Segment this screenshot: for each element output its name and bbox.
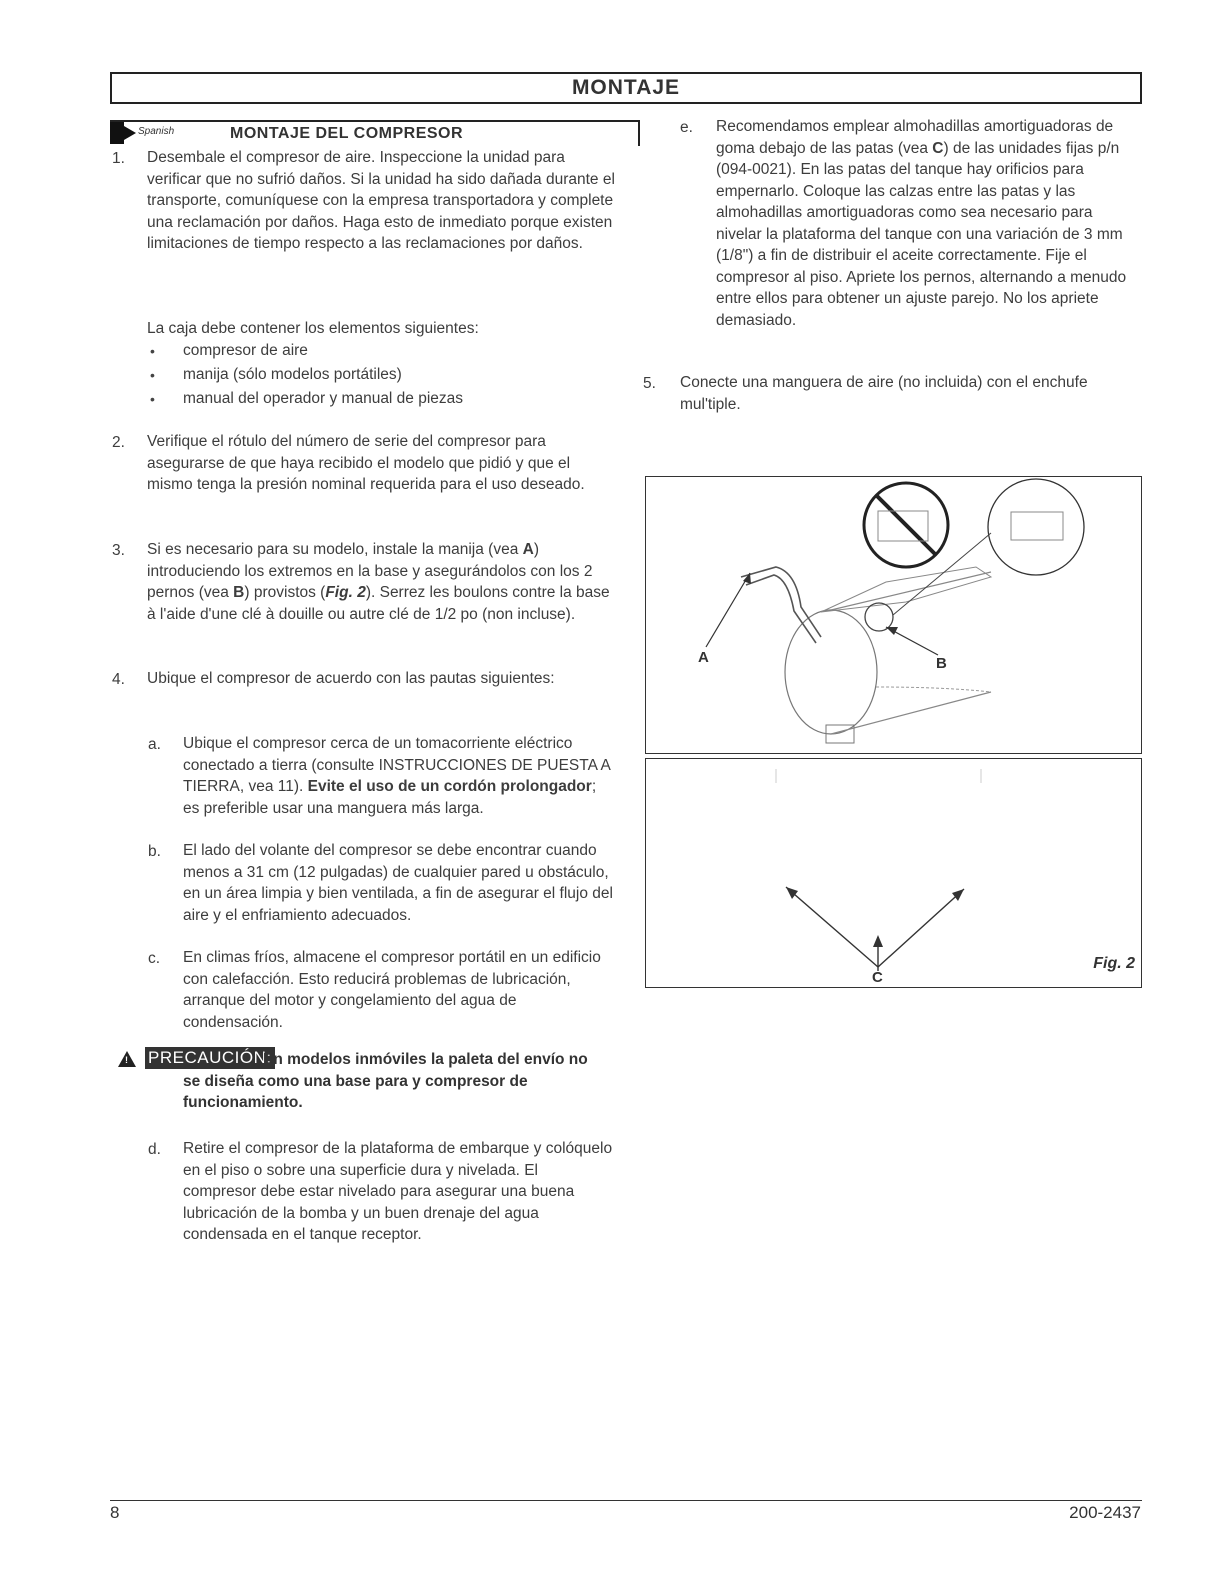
extension-cord-warning: Evite el uso de un cordón prolongador — [307, 778, 592, 795]
sub-a-text — [183, 733, 613, 819]
section-header — [110, 120, 640, 146]
bullet-icon: • — [150, 367, 155, 383]
sub-c-text: En climas fríos, almacene el compresor portátil en un edificio con calefacción. Esto reducirá problemas de lubricación, arranque del motor y congelamiento del agua de condensación. — [183, 949, 601, 1031]
item-4-text: Ubique el compresor de acuerdo con las pautas siguientes: — [147, 670, 555, 687]
fig-2-ref: Fig. 2 — [325, 584, 366, 601]
item-3-text-part: Si es necesario para su modelo, instale la manija (vea — [147, 541, 523, 558]
figure-caption: Fig. 2 — [1093, 955, 1135, 972]
figure-label-b: B — [936, 655, 947, 672]
box-item-3: manual del operador y manual de piezas — [183, 390, 464, 407]
footer-page-number: 8 — [110, 1503, 120, 1522]
item-3-text-part: ). Serrez les boulons contre la base à l'aide d'une clé à douille ou autre clé de 1/2 po (non incluse). — [147, 584, 610, 623]
item-5-text: Conecte una manguera de aire (no incluida) con el enchufe mul'tiple. — [680, 374, 1088, 413]
sub-d-text: Retire el compresor de la plataforma de embarque y colóquelo en el piso o sobre una superficie dura y nivelada. El compresor debe estar nivelado para asegurar una buena lubricación de la bomba y un buen drenaje del agua condensada en el tanque receptor. — [183, 1140, 613, 1243]
page-title: MONTAJE — [571, 76, 681, 99]
footer-document-number: 200-2437 — [1069, 1503, 1141, 1522]
sub-b-text: El lado del volante del compresor se debe encontrar cuando menos a 31 cm (12 pulgadas) de cualquier pared u obstáculo, en un área limpia y bien ventilada, a fin de asegurar el flujo del aire y el enfriamiento adecuados. — [183, 842, 613, 924]
figure-panel-top — [645, 476, 1142, 754]
footer-rule — [110, 1500, 1142, 1501]
language-tab-arrow-icon — [124, 126, 136, 140]
item-3-text-part: ) provistos ( — [244, 584, 326, 601]
compressor-illustration — [646, 477, 1140, 752]
sub-e-letter: e. — [680, 119, 693, 136]
bullet-icon: • — [150, 343, 155, 359]
item-5-number: 5. — [643, 375, 656, 392]
figure-label-a: A — [698, 649, 709, 666]
item-3-number: 3. — [112, 542, 125, 559]
item-4-number: 4. — [112, 671, 125, 688]
pad-ref-c: C — [932, 139, 944, 157]
sub-e-text-part: ) de las unidades fijas p/n (094-0021). En las patas del tanque hay orificios para empernarlo. Coloque las calzas entre las patas y las almohadillas amortiguadoras como sea necesario para nivelar la plataforma del tanque con una variación de 3 mm (1/8") a fin de distribuir el aceite correctamente. Fije el compresor al piso. Apriete los pernos, alternando a menudo entre ellos para obtener un ajuste parejo. No los apriete demasiado. — [716, 139, 1127, 329]
section-title: MONTAJE DEL COMPRESOR — [230, 125, 464, 142]
caution-text: En modelos inmóviles la paleta del envío no se diseña como una base para y compresor de funcionamiento. — [183, 1051, 588, 1111]
bullet-icon: • — [150, 391, 155, 407]
warning-exclamation-icon: ! — [125, 1055, 128, 1065]
box-contents-intro: La caja debe contener los elementos siguientes: — [147, 320, 479, 337]
pad-illustration — [646, 759, 1140, 987]
item-1-number: 1. — [112, 150, 125, 167]
sub-e-text — [716, 116, 1141, 331]
sub-a-letter: a. — [148, 736, 161, 753]
sub-a-text-part: Ubique el compresor cerca de un tomacorriente eléctrico conectado a tierra (consulte INSTRUCCIONES DE PUESTA A TIERRA, vea 11). — [183, 735, 610, 795]
figure-panel-bottom — [645, 758, 1142, 988]
caution-badge: PRECAUCIÓN: — [145, 1047, 275, 1069]
item-3-text — [147, 539, 619, 625]
sub-a-text-part: ; es preferible usar una manguera más larga. — [183, 778, 597, 817]
box-item-1: compresor de aire — [183, 342, 308, 359]
item-1-text: Desembale el compresor de aire. Inspeccione la unidad para verificar que no sufrió daños. Si la unidad ha sido dañada durante el transporte, comuníquese con la empresa transportadora y complete una reclamación por daños. Haga esto de inmediato porque existen limitaciones de tiempo respecto a las reclamaciones por daños. — [147, 149, 615, 252]
item-3-text-part: ) introduciendo los extremos en la base y asegurándolos con los 2 pernos (vea — [147, 541, 593, 601]
item-2-text: Verifique el rótulo del número de serie del compresor para asegurarse de que haya recibido el modelo que pidió y que el mismo tenga la presión nominal requerida para el uso deseado. — [147, 433, 585, 493]
language-tab-block-icon — [110, 122, 124, 144]
sub-d-letter: d. — [148, 1141, 161, 1158]
bolt-ref-b: B — [233, 584, 245, 601]
figure-label-c: C — [872, 969, 883, 986]
sub-e-text-part: Recomendamos emplear almohadillas amortiguadoras de goma debajo de las patas (vea — [716, 118, 1114, 157]
language-label: Spanish — [138, 126, 175, 137]
sub-c-letter: c. — [148, 950, 161, 967]
item-2-number: 2. — [112, 434, 125, 451]
language-tab — [110, 120, 184, 144]
box-item-2: manija (sólo modelos portátiles) — [183, 366, 402, 383]
sub-b-letter: b. — [148, 843, 161, 860]
handle-ref-a: A — [522, 541, 534, 558]
page-title-box — [110, 72, 1142, 104]
